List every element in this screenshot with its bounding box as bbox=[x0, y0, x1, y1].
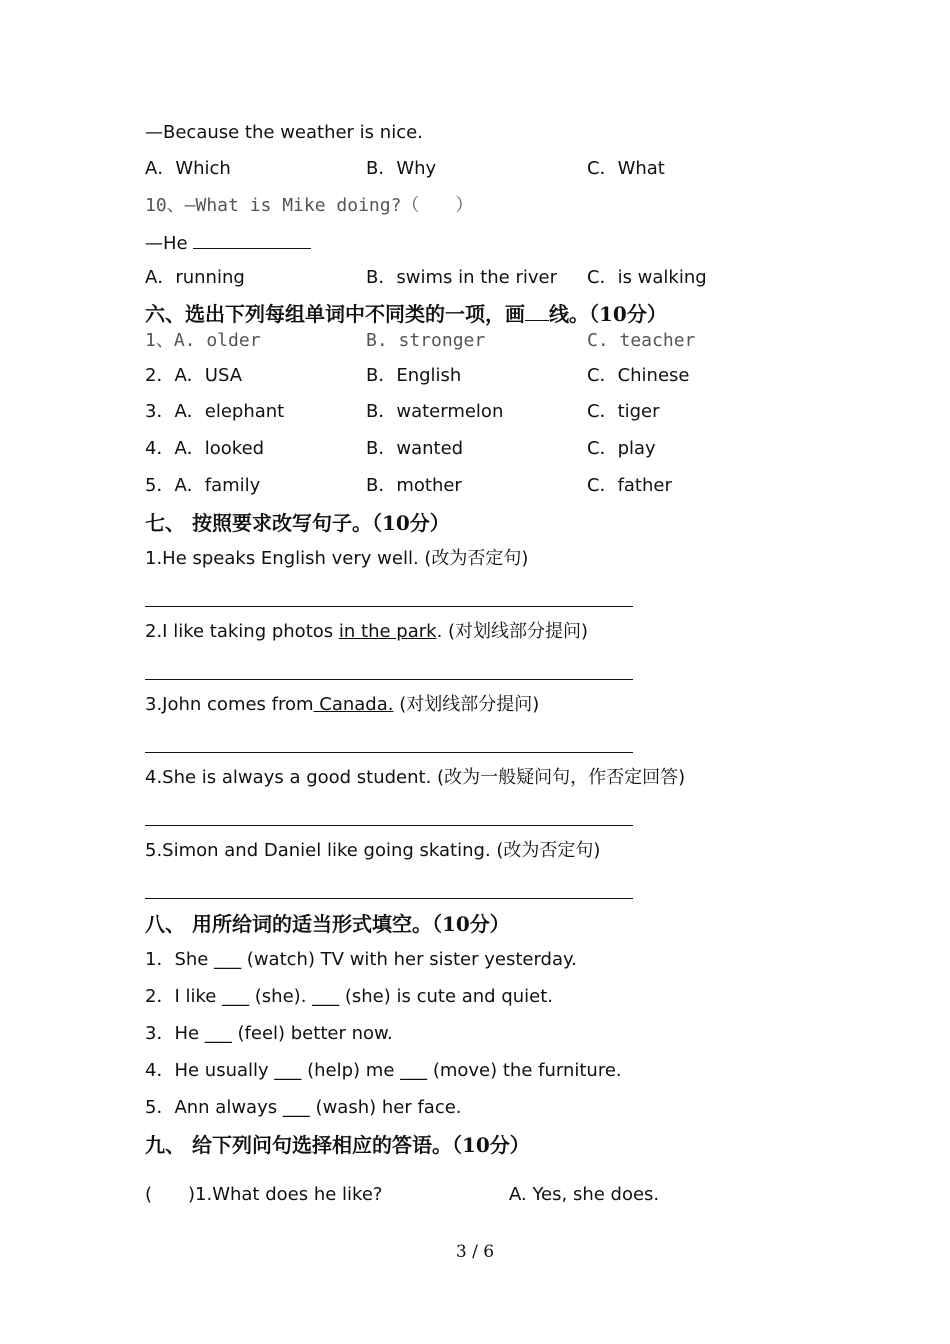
s6-row5-c: C．father bbox=[587, 475, 672, 496]
s7-q3-instruction: (对划线部分提问) bbox=[393, 694, 540, 715]
q10-question: 10、—What is Mike doing?（ ） bbox=[145, 195, 474, 216]
s7-q3-underlined: Canada. bbox=[313, 694, 394, 715]
q9-option-b: B．Why bbox=[366, 158, 437, 179]
s6-row3-c: C．tiger bbox=[587, 401, 660, 422]
s8-item4: 4．He usually ___ (help) me ___ (move) the furniture. bbox=[145, 1060, 622, 1081]
s7-q3-text: 3.John comes from bbox=[145, 694, 314, 715]
s6-row3-a: 3．A．elephant bbox=[145, 401, 285, 422]
section7-title: 七、 按照要求改写句子。（10分） bbox=[145, 511, 450, 535]
s7-q2 bbox=[145, 620, 588, 644]
s7-q2-underlined: in the park bbox=[338, 621, 437, 642]
q10-option-a: A．running bbox=[145, 267, 245, 288]
s6-row1-c: C. teacher bbox=[587, 330, 696, 351]
s7-q1: 1.He speaks English very well. (改为否定句) bbox=[145, 548, 529, 569]
s8-item5: 5．Ann always ___ (wash) her face. bbox=[145, 1097, 462, 1118]
section6-title bbox=[145, 302, 667, 326]
s7-q3 bbox=[145, 693, 539, 717]
s9-answer-a: A. Yes, she does. bbox=[509, 1184, 660, 1205]
s6-row4-c: C．play bbox=[587, 438, 656, 459]
s7-q2-text: 2.I like taking photos bbox=[145, 621, 339, 642]
q10-option-b: B．swims in the river bbox=[366, 267, 558, 288]
s7-q5-answer-line bbox=[145, 898, 633, 899]
section8-title: 八、 用所给词的适当形式填空。（10分） bbox=[145, 912, 510, 936]
s9-q1-paren-open: ( bbox=[145, 1184, 153, 1205]
q10-option-c: C．is walking bbox=[587, 267, 707, 288]
s6-row3-b: B．watermelon bbox=[366, 401, 504, 422]
q10-answer-line bbox=[145, 230, 311, 256]
q9-answer-line: —Because the weather is nice. bbox=[145, 122, 423, 143]
s6-row5-a: 5．A．family bbox=[145, 475, 261, 496]
s8-item3: 3．He ___ (feel) better now. bbox=[145, 1023, 393, 1044]
s6-row2-a: 2．A．USA bbox=[145, 365, 243, 386]
s6-row4-a: 4．A．looked bbox=[145, 438, 265, 459]
s7-q5: 5.Simon and Daniel like going skating. (改为否定句) bbox=[145, 840, 601, 861]
s6-row5-b: B．mother bbox=[366, 475, 462, 496]
s7-q1-answer-line bbox=[145, 606, 633, 607]
s6-row4-b: B．wanted bbox=[366, 438, 464, 459]
section6-title-part2: 线。（10分） bbox=[549, 302, 667, 326]
s6-row2-b: B．English bbox=[366, 365, 462, 386]
s7-q4-answer-line bbox=[145, 825, 633, 826]
s6-row1-b: B. stronger bbox=[366, 330, 486, 351]
page-number: 3 / 6 bbox=[455, 1242, 495, 1262]
q10-answer-prefix: —He bbox=[145, 233, 194, 254]
q10-answer-blank bbox=[193, 230, 311, 249]
s6-row1-a: 1、A. older bbox=[145, 330, 261, 351]
s8-item2: 2．I like ___ (she). ___ (she) is cute and quiet. bbox=[145, 986, 554, 1007]
s7-q2-answer-line bbox=[145, 679, 633, 680]
q9-option-c: C．What bbox=[587, 158, 665, 179]
s6-row2-c: C．Chinese bbox=[587, 365, 690, 386]
s9-q1-question: )1.What does he like? bbox=[188, 1184, 383, 1205]
s7-q2-instruction: . (对划线部分提问) bbox=[436, 621, 589, 642]
s7-q4: 4.She is always a good student. (改为一般疑问句，作否定回答) bbox=[145, 767, 686, 788]
section9-title: 九、 给下列问句选择相应的答语。（10分） bbox=[145, 1133, 530, 1157]
s8-item1: 1．She ___ (watch) TV with her sister yesterday. bbox=[145, 949, 577, 970]
section6-title-part1: 六、选出下列每组单词中不同类的一项，画 bbox=[145, 302, 525, 326]
q9-option-a: A．Which bbox=[145, 158, 231, 179]
section6-title-blank bbox=[525, 302, 549, 321]
s7-q3-answer-line bbox=[145, 752, 633, 753]
